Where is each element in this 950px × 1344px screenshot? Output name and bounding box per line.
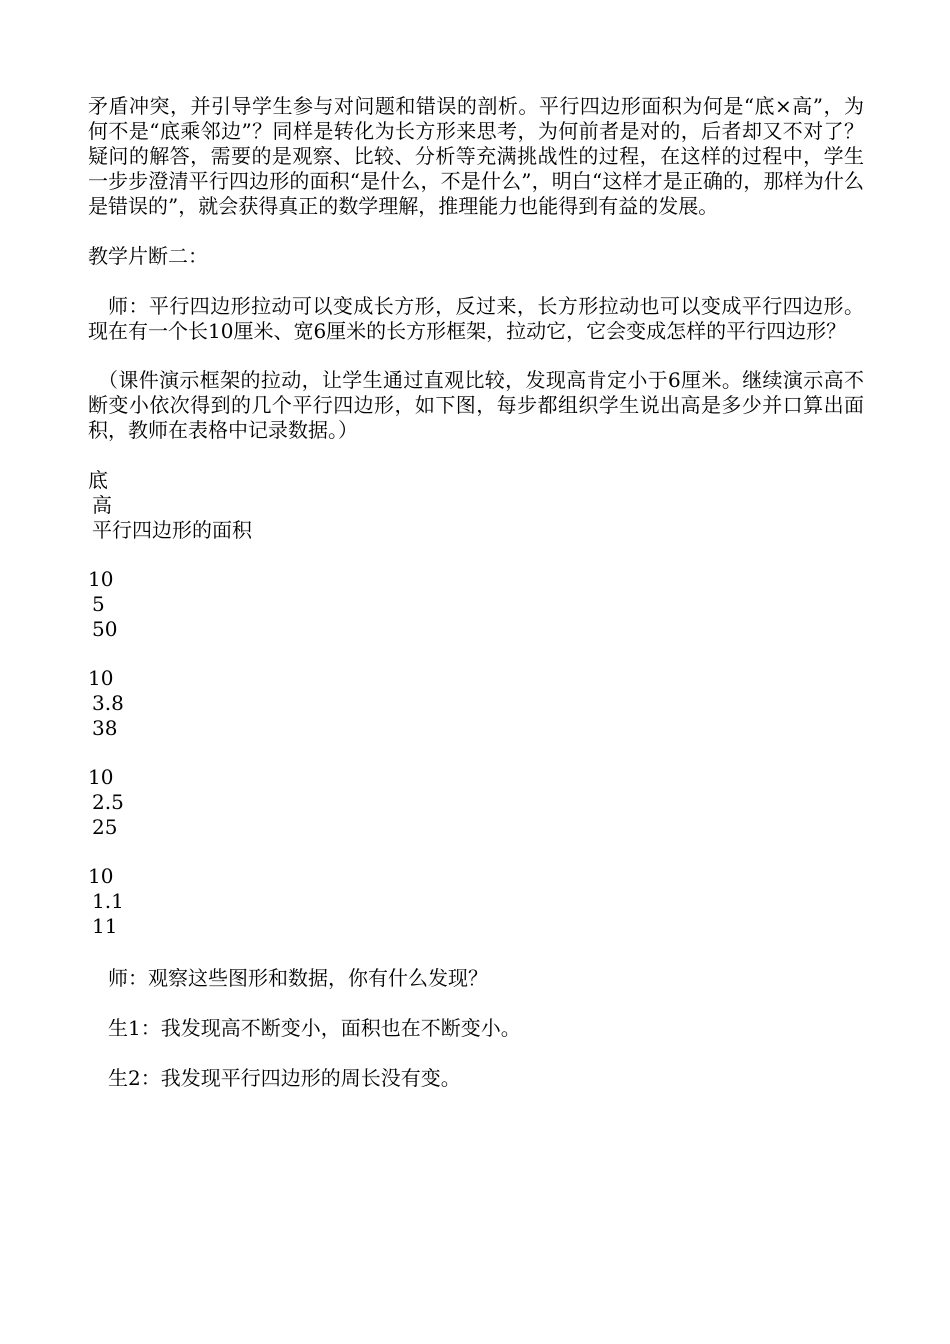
- dialog-line-student-2: 生2：我发现平行四边形的周长没有变。: [108, 1066, 461, 1090]
- dialog-line-teacher: 师：观察这些图形和数据，你有什么发现？: [108, 966, 488, 990]
- cell-area: 38: [92, 716, 118, 740]
- cell-area: 25: [92, 815, 118, 839]
- header-base: 底: [88, 468, 108, 492]
- data-table: [88, 468, 864, 939]
- section-title: 教学片断二：: [88, 244, 208, 268]
- header-area: 平行四边形的面积: [92, 518, 252, 542]
- cell-area: 11: [92, 914, 118, 938]
- table-row: [88, 567, 864, 642]
- table-row: [88, 666, 864, 741]
- cell-area: 50: [92, 617, 118, 641]
- dialog-line-student-1: 生1：我发现高不断变小，面积也在不断变小。: [108, 1016, 521, 1040]
- header-height: 高: [92, 493, 112, 517]
- cell-height: 3.8: [92, 691, 124, 715]
- intro-paragraph: 矛盾冲突，并引导学生参与对问题和错误的剖析。平行四边形面积为何是“底×高”，为何不是“底乘邻边”？同样是转化为长方形来思考，为何前者是对的，后者却又不对了？疑问的解答，需要的是观察、比较、分析等充满挑战性的过程，在这样的过程中，学生一步步澄清平行四边形的面积“是什么，不是什么”，明白“这样才是正确的，那样为什么是错误的”，就会获得真正的数学理解，推理能力也能得到有益的发展。: [88, 94, 864, 218]
- table-row: [88, 864, 864, 939]
- cell-base: 10: [88, 864, 114, 888]
- cell-height: 5: [92, 592, 105, 616]
- table-row: [88, 765, 864, 840]
- document-page: [88, 94, 864, 1116]
- cell-base: 10: [88, 567, 114, 591]
- teacher-question-paragraph: 师：平行四边形拉动可以变成长方形，反过来，长方形拉动也可以变成平行四边形。现在有一个长10厘米、宽6厘米的长方形框架，拉动它，它会变成怎样的平行四边形？: [88, 294, 864, 343]
- cell-height: 1.1: [92, 889, 124, 913]
- cell-base: 10: [88, 765, 114, 789]
- dialog-block: [88, 966, 864, 1091]
- cell-height: 2.5: [92, 790, 124, 814]
- table-header-row: [88, 468, 864, 543]
- demo-note-paragraph: （课件演示框架的拉动，让学生通过直观比较，发现高肯定小于6厘米。继续演示高不断变小依次得到的几个平行四边形，如下图，每步都组织学生说出高是多少并口算出面积，教师在表格中记录数据。）: [88, 368, 864, 442]
- cell-base: 10: [88, 666, 114, 690]
